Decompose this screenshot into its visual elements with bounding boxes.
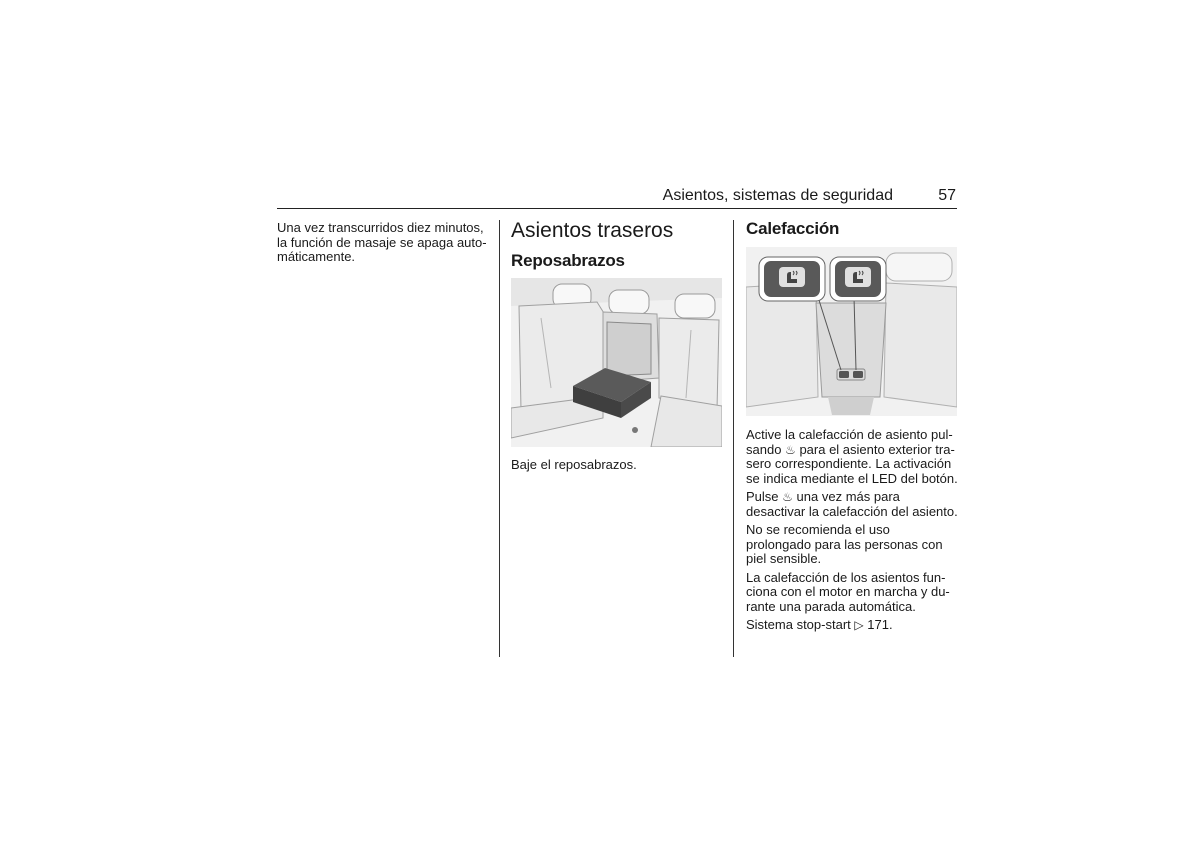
page-number: 57 xyxy=(938,187,956,204)
column-right xyxy=(746,218,958,637)
heating-p1-end: para el asiento exterior tra-sero correspondiente. La activación se indica mediante el LED del botón. xyxy=(746,441,958,486)
massage-paragraph: Una vez transcurridos diez minutos, la función de masaje se apaga auto-máticamente. xyxy=(277,220,487,264)
seat-heating-illustration xyxy=(746,247,957,416)
heating-paragraph-2 xyxy=(746,490,958,519)
subsection-title: Reposabrazos xyxy=(511,251,625,270)
heating-p2-start: Pulse xyxy=(746,489,779,504)
column-middle xyxy=(511,218,723,477)
armrest-illustration xyxy=(511,278,722,447)
heating-paragraph-3: No se recomienda el uso prolongado para las personas con piel sensible. xyxy=(746,522,943,566)
heating-p1-start: Active la calefacción de asiento pul-sando xyxy=(746,427,953,457)
seat-heat-icon: ♨ xyxy=(785,442,796,457)
page-header-title: Asientos, sistemas de seguridad xyxy=(662,187,893,204)
section-title: Asientos traseros xyxy=(511,219,674,242)
subsection-title: Calefacción xyxy=(746,219,840,238)
column-divider xyxy=(499,220,500,657)
stop-start-reference-text: Sistema stop-start xyxy=(746,617,851,632)
reference-arrow-icon: ▷ xyxy=(854,618,864,632)
heating-paragraph-1 xyxy=(746,428,958,486)
seat-heat-icon: ♨ xyxy=(782,490,793,504)
stop-start-page-reference[interactable]: 171. xyxy=(867,617,893,632)
header-divider xyxy=(277,208,957,209)
heating-p2-end: una vez más para desactivar la calefacción del asiento. xyxy=(746,489,958,519)
heating-paragraph-4: La calefacción de los asientos fun-ciona con el motor en marcha y du-rante una parada automática. xyxy=(746,569,950,614)
column-left xyxy=(277,221,487,269)
armrest-caption: Baje el reposabrazos. xyxy=(511,457,637,472)
heating-paragraph-5 xyxy=(746,618,958,633)
column-divider xyxy=(733,220,734,657)
